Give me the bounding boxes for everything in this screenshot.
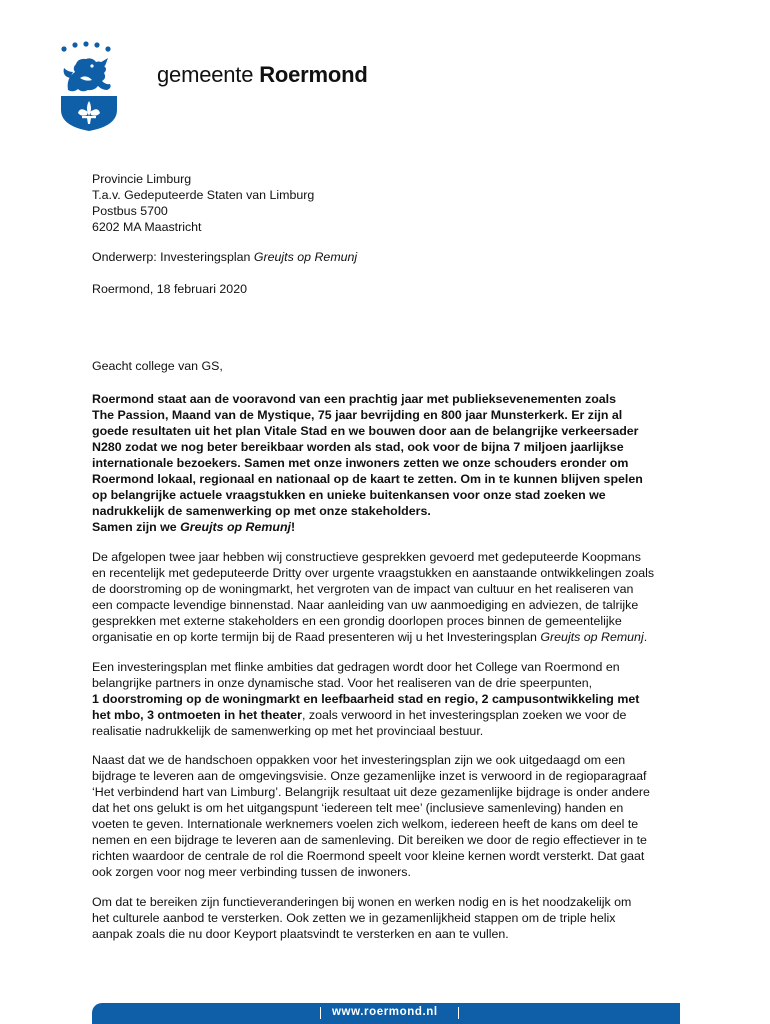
website-link[interactable]: www.roermond.nl	[332, 1006, 438, 1018]
footer-divider	[458, 1007, 459, 1019]
paragraph-omgevingsvisie	[92, 752, 692, 880]
intro-paragraph	[92, 391, 692, 535]
paragraph-line: Een investeringsplan met flinke ambities dat gedragen wordt door het College van Roermond en	[92, 660, 620, 674]
address-line: Provincie Limburg	[92, 172, 192, 186]
letter-subject	[92, 249, 692, 265]
paragraph-line: aanpak zoals die nu door Keyport plaatsvindt te versterken en aan te vullen.	[92, 927, 509, 941]
paragraph-triple-helix	[92, 894, 692, 942]
paragraph-line: N280 zodat we nog beter bereikbaar worden als stad, ook voor de bijna 7 miljoen jaarlijkse	[92, 440, 624, 454]
paragraph-line: voeten te geven. Internationale werknemers voelen zich welkom, iedereen heeft de kans om deel te	[92, 817, 639, 831]
paragraph-line: Naast dat we de handschoen oppakken voor het investeringsplan zijn we ook uitgedaagd om een	[92, 753, 626, 767]
paragraph-line: richten waardoor de centrale de rol die Roermond speelt voor kleine kernen wordt versterkt. Dat gaat	[92, 849, 645, 863]
spearpoints-bold: het mbo, 3 ontmoeten in het theater	[92, 708, 302, 722]
paragraph-line: nemen en een bijdrage te leveren aan de samenleving. Dit bereiken we door de regio effectiever in te	[92, 833, 647, 847]
paragraph-line: op belangrijke actuele vraagstukken en unieke buitenkansen voor onze stad zoeken we	[92, 488, 606, 502]
municipality-brand	[157, 62, 368, 88]
paragraph-line: ook zorgen voor nog meer verbinding tussen de inwoners.	[92, 865, 411, 879]
line-text: , zoals verwoord in het investeringsplan zoeken we voor de	[301, 708, 627, 722]
paragraph-line: De afgelopen twee jaar hebben wij constructieve gesprekken gevoerd met gedeputeerde Koopmans	[92, 550, 641, 564]
paragraph-line: gesprekken met externe stakeholders en een grondig doorlopen proces binnen de gemeentelijke	[92, 614, 622, 628]
paragraph-line: het culturele aanbod te versterken. Ook zetten we in gezamenlijkheid stappen om de triple helix	[92, 911, 616, 925]
paragraph-line: Roermond lokaal, regionaal en nationaal op de kaart te zetten. Om in te kunnen blijven spelen	[92, 472, 643, 486]
paragraph-line: The Passion, Maand van de Mystique, 75 jaar bevrijding en 800 jaar Munsterkerk. Er zijn al	[92, 408, 623, 422]
plan-title: Greujts op Remunj	[540, 630, 644, 644]
paragraph-line: ‘Het verbindend hart van Limburg’. Belangrijk resultaat uit deze gezamenlijke bijdrage is onder andere	[92, 785, 650, 799]
footer-divider	[320, 1007, 321, 1019]
paragraph-line	[92, 707, 692, 723]
paragraph-line: 1 doorstroming op de woningmarkt en leefbaarheid stad en regio, 2 campusontwikkeling met	[92, 692, 640, 706]
paragraph-line: een compacte levendige binnenstad. Naar aanleiding van uw aanmoediging en adviezen, de talrijke	[92, 598, 639, 612]
line-text: .	[643, 630, 648, 644]
paragraph-line: Roermond staat aan de vooravond van een prachtig jaar met publieksevenementen zoals	[92, 392, 617, 406]
line-text: !	[291, 520, 296, 534]
line-text: organisatie en op korte termijn bij de Raad presenteren wij u het Investeringsplan	[92, 630, 537, 644]
paragraph-line: nadrukkelijk de samenwerking op met onze stakeholders.	[92, 504, 431, 518]
paragraph-line	[92, 629, 692, 645]
paragraph-line: dat het ons gelukt is om het uitgangspunt ‘iedereen telt mee’ (inclusieve samenleving) handen en	[92, 801, 624, 815]
plan-title: Greujts op Remunj	[180, 520, 291, 534]
letter-date: Roermond, 18 februari 2020	[92, 282, 247, 296]
paragraph-line: belangrijke partners in onze dynamische stad. Voor het realiseren van de drie speerpunten,	[92, 676, 593, 690]
paragraph-line: goede resultaten uit het plan Vitale Stad en we bouwen door aan de belangrijke verkeersader	[92, 424, 639, 438]
paragraph-line: internationale bezoekers. Samen met onze inwoners zetten we onze schouders eronder om	[92, 456, 629, 470]
brand-name: Roermond	[259, 62, 368, 87]
salutation: Geacht college van GS,	[92, 359, 223, 373]
paragraph-conversations	[92, 549, 692, 645]
recipient-address	[92, 171, 692, 235]
paragraph-investment-plan	[92, 659, 692, 739]
paragraph-line: de doorstroming op de woningmarkt, het vergroten van de impact van cultuur en het realiseren van	[92, 582, 634, 596]
address-line: Postbus 5700	[92, 204, 168, 218]
address-line: T.a.v. Gedeputeerde Staten van Limburg	[92, 188, 315, 202]
line-text: Samen zijn we	[92, 520, 177, 534]
paragraph-line: Om dat te bereiken zijn functieveranderingen bij wonen en werken nodig en is het noodzakelijk om	[92, 895, 632, 909]
paragraph-line: bijdrage te leveren aan de omgevingsvisie. Onze gezamenlijke inzet is verwoord in de regioparagraaf	[92, 769, 647, 783]
paragraph-line: en recentelijk met gedeputeerde Dritty over urgente vraagstukken en aanstaande ontwikkelingen zoals	[92, 566, 655, 580]
paragraph-line	[92, 519, 692, 535]
subject-label: Onderwerp: Investeringsplan	[92, 250, 251, 264]
address-line: 6202 MA Maastricht	[92, 220, 202, 234]
brand-prefix: gemeente	[157, 62, 254, 87]
paragraph-line: realisatie nadrukkelijk de samenwerking op met het provinciaal bestuur.	[92, 724, 484, 738]
subject-title: Greujts op Remunj	[253, 250, 358, 264]
footer-bar	[92, 1003, 680, 1024]
roermond-lion-shield-icon	[58, 38, 120, 134]
